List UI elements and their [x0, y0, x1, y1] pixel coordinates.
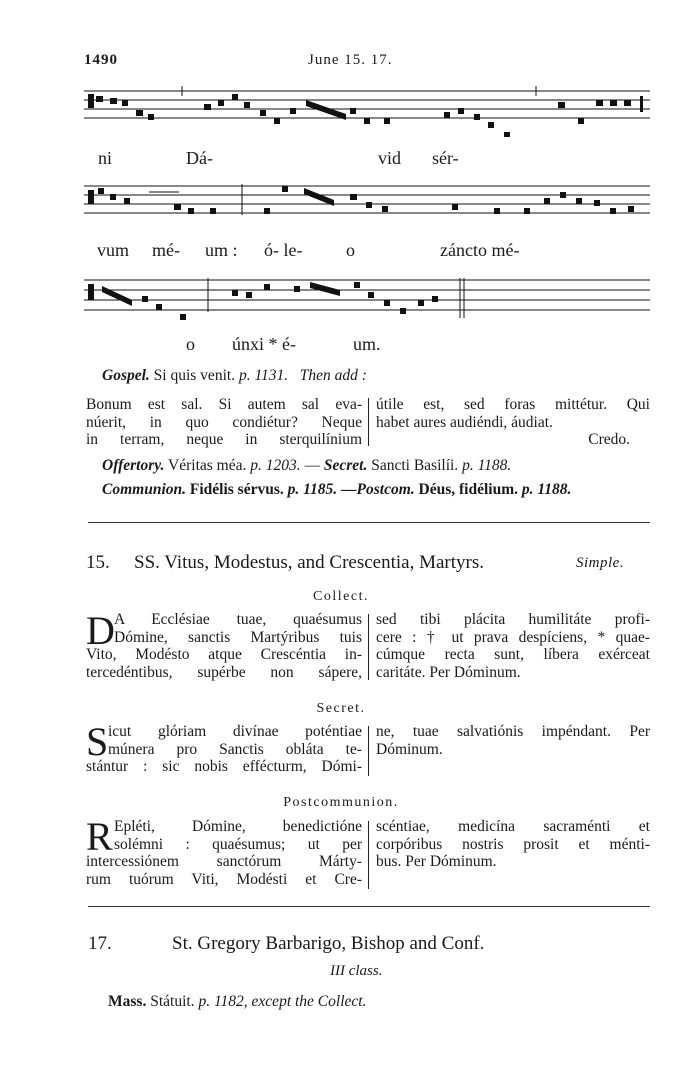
text-line: Dómine, sanctis Martýribus tuis [114, 628, 362, 646]
postcommunion-heading: Postcommunion. [283, 795, 399, 810]
then-add: Then add : [299, 367, 367, 384]
gospel-line [102, 367, 367, 384]
lyric: sér- [432, 148, 459, 168]
secret-label: Secret. [323, 457, 368, 474]
text-line: scéntiae, medicína sacraménti et [376, 818, 650, 835]
column-divider [368, 398, 369, 446]
drop-cap: S [86, 719, 109, 764]
mass-note: except the Collect. [251, 993, 367, 1010]
text-line: Dóminum. [376, 740, 443, 758]
postcommunion-left [86, 814, 362, 888]
mass-label: Mass. [108, 993, 147, 1010]
feast-title: St. Gregory Barbarigo, Bishop and Conf. [172, 933, 485, 954]
lyric: záncto mé- [440, 240, 520, 260]
lyric: Dá- [186, 148, 213, 168]
text-line: Epléti, Dómine, benedictióne [114, 818, 362, 835]
gospel-add-right [376, 396, 650, 449]
feast-rank: III class. [330, 963, 383, 979]
text-line: A Ecclésiae tuae, quaésumus [114, 611, 362, 628]
lyric: únxi * é- [232, 334, 296, 354]
secret-text: Sancti Basilíi. [371, 457, 459, 474]
staff-lines-1 [84, 82, 650, 138]
staff-lines-2 [84, 178, 650, 228]
lyric: vum [97, 240, 130, 260]
chant-staff-2 [84, 178, 650, 228]
column-divider [368, 614, 369, 680]
communion-page: p. 1185. [287, 481, 338, 498]
text-line: bus. Per Dóminum. [376, 853, 497, 870]
secret-heading: Secret. [316, 701, 366, 716]
secret-left [86, 719, 362, 776]
page-number: 1490 [84, 52, 118, 68]
text-line: Vito, Modésto atque Crescéntia in- [86, 646, 362, 663]
gospel-page: p. 1131. [238, 367, 289, 384]
feast-number: 17. [88, 933, 112, 954]
lyric: mé- [152, 240, 180, 260]
lyric: um : [205, 240, 238, 260]
running-title: June 15. 17. [308, 52, 393, 68]
text-line: stántur : sic nobis effécturm, Dómi- [86, 758, 362, 775]
lyric: ni [98, 148, 113, 168]
text-line: núerit, in quo condiétur? Neque [86, 413, 362, 431]
mass-text: Státuit. [150, 993, 195, 1010]
communion-line [102, 481, 571, 498]
collect-left [86, 608, 362, 681]
mass-page: p. 1182, [198, 993, 248, 1010]
offertory-label: Offertory. [102, 457, 165, 474]
feast-number: 15. [86, 552, 110, 573]
drop-cap: R [86, 814, 113, 859]
lyric: um. [353, 334, 381, 354]
text-line: Bonum est sal. Si autem sal eva- [86, 396, 362, 413]
postcommunion-right [376, 818, 650, 871]
text-line: cere : † ut prava despíciens, * quae- [376, 628, 650, 646]
offertory-text: Véritas méa. [168, 457, 247, 474]
section-divider [88, 906, 650, 907]
text-line: solémni : quaésumus; ut per [114, 835, 362, 853]
dash: — [304, 457, 320, 474]
text-line: corpóribus nostris prosit et ménti- [376, 835, 650, 853]
section-divider [88, 522, 650, 523]
collect-heading: Collect. [313, 589, 369, 604]
gospel-add-left [86, 396, 362, 449]
text-line: intercessiónem sanctórum Márty- [86, 853, 362, 870]
column-divider [368, 821, 369, 889]
secret-right [376, 723, 650, 758]
collect-right [376, 611, 650, 681]
communion-label: Communion. [102, 481, 186, 498]
text-line: sed tibi plácita humilitáte profi- [376, 611, 650, 628]
offertory-page: p. 1203. [250, 457, 301, 474]
lyric: o [186, 334, 195, 354]
text-line: icut glóriam divínae poténtiae [108, 723, 362, 740]
chant-staff-3 [84, 270, 650, 326]
text-line: habet aures audiéndi, áudiat. [376, 413, 553, 431]
text-line: múnera pro Sanctis obláta te- [108, 740, 362, 758]
text-line: tercedéntibus, supérbe non sápere, [86, 663, 362, 681]
communion-text: Fidélis sérvus. [189, 481, 284, 498]
text-line: cúmque recta sunt, líbera exérceat [376, 646, 650, 663]
lyric: o [346, 240, 355, 260]
chant-staff-1 [84, 82, 650, 138]
feast-rank: Simple. [576, 555, 625, 571]
postcom-label: Postcom. [356, 481, 415, 498]
offertory-line [102, 457, 511, 474]
text-line: ne, tuae salvatiónis impéndant. Per [376, 723, 650, 740]
postcom-page: p. 1188. [521, 481, 572, 498]
staff-lines-3 [84, 270, 650, 326]
text-line: in terram, neque in sterquilínium [86, 431, 362, 448]
gospel-text: Si quis venit. [153, 367, 236, 384]
secret-page: p. 1188. [462, 457, 512, 474]
lyric: vid [378, 148, 402, 168]
text-line: rum tuórum Viti, Modésti et Cre- [86, 870, 362, 888]
gospel-label: Gospel. [102, 367, 150, 384]
mass-line [108, 993, 366, 1010]
text-line: caritáte. Per Dóminum. [376, 663, 521, 681]
dash: — [341, 481, 357, 498]
text-line: útile est, sed foras mittétur. Qui [376, 396, 650, 413]
lyric: ó- le- [264, 240, 303, 260]
postcom-text: Déus, fidélium. [418, 481, 518, 498]
feast-title: SS. Vitus, Modestus, and Crescentia, Martyrs. [134, 552, 484, 573]
drop-cap: D [86, 608, 115, 653]
column-divider [368, 726, 369, 776]
text-line: Credo. [588, 431, 630, 448]
